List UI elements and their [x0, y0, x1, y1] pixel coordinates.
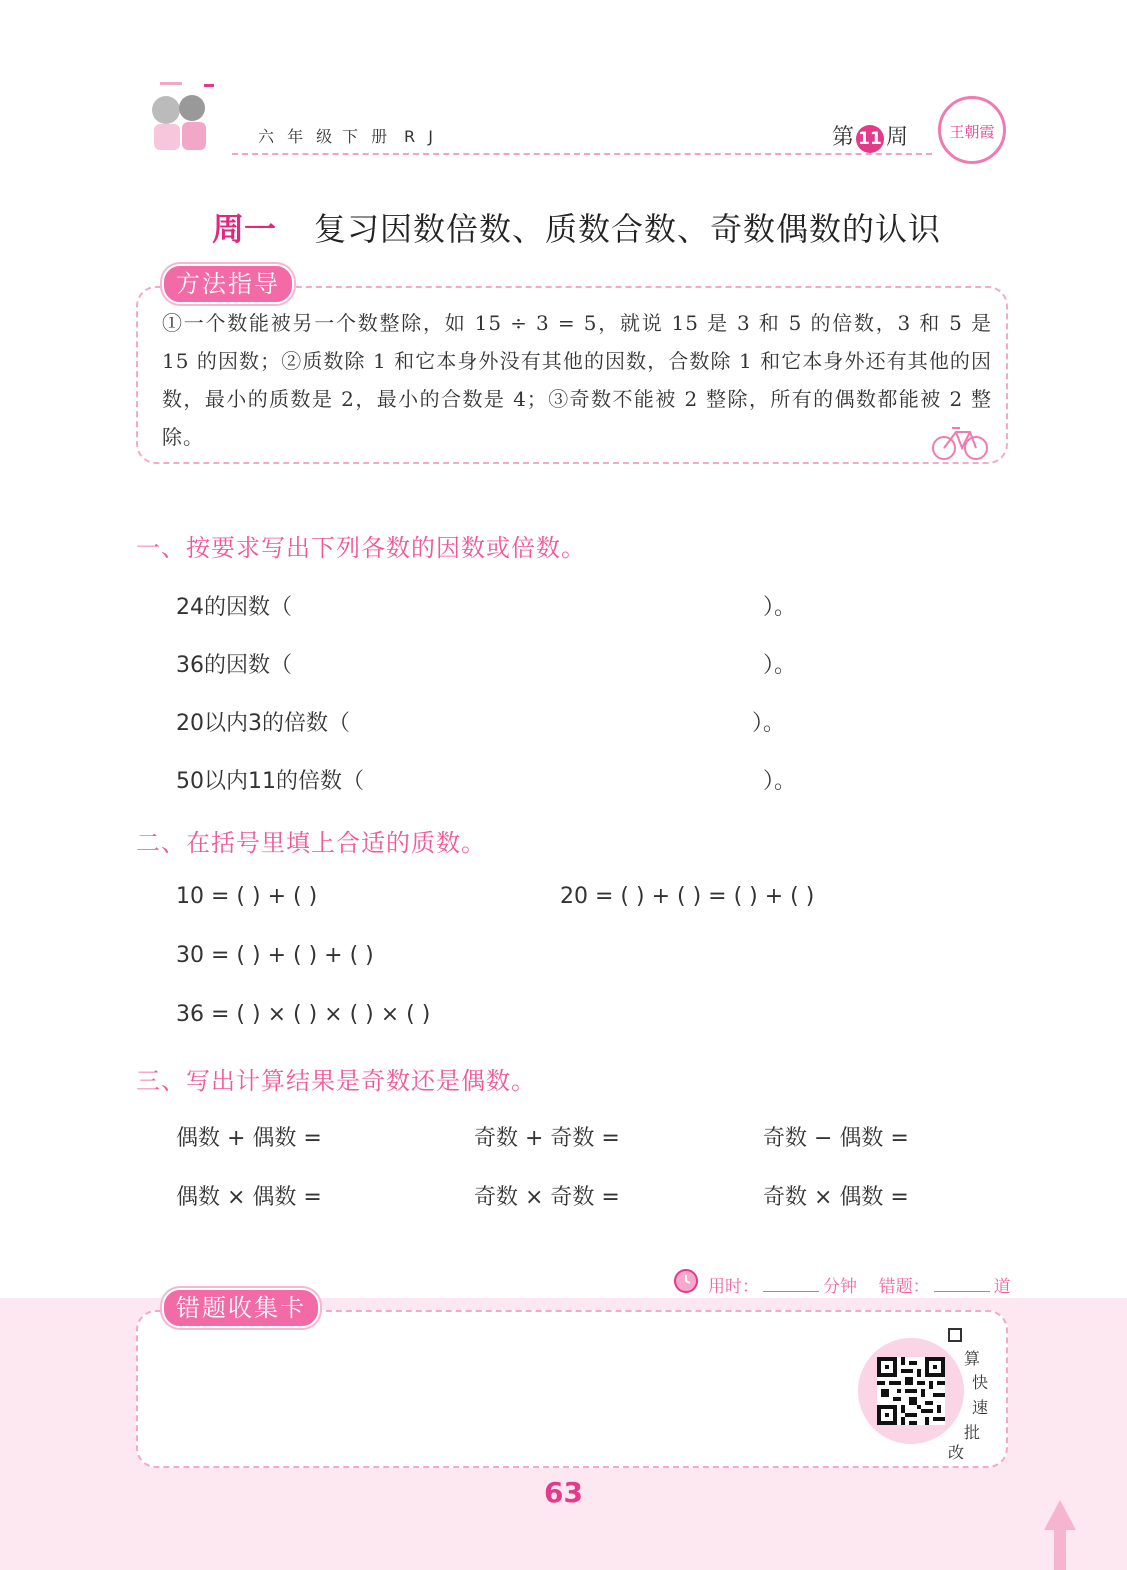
s1-item-2-prefix: 36的因数（ [176, 653, 292, 678]
brand-seal-icon [938, 96, 1006, 164]
s3-row1-col3: 奇数 − 偶数 = [763, 1126, 909, 1151]
time-label: 用时： [708, 1277, 759, 1297]
s2-item-1: 10 = ( ) + ( ) [176, 884, 318, 909]
time-unit: 分钟 [823, 1277, 857, 1297]
page-title: 复习因数倍数、质数合数、奇数偶数的认识 [314, 210, 942, 248]
method-text: ①一个数能被另一个数整除，如 15 ÷ 3 = 5，就说 15 是 3 和 5 的倍数，3 和 5 是 15 的因数；②质数除 1 和它本身外没有其他的因数，合数除 1 和它本身外还有其他的因数，最小的质数是 2，最小的合数是 4；③奇数不能被 2 整除，所有的偶数都能被 2 整除。 [162, 311, 992, 449]
s1-item-3-suffix: ）。 [752, 711, 786, 736]
s1-item-1-prefix: 24的因数（ [176, 595, 292, 620]
week-number-badge: 11 [856, 125, 884, 153]
edition-label: R J [404, 127, 437, 146]
s1-item-3-prefix: 20以内3的倍数（ [176, 711, 350, 736]
section2-title: 二、在括号里填上合适的质数。 [136, 829, 486, 857]
day-label: 周一 [212, 210, 277, 248]
qr-label-2: 快 [972, 1373, 989, 1392]
qr-label-1: 算 [964, 1349, 981, 1368]
grade-label: 六 年 级 [258, 127, 337, 146]
error-label: 错题： [878, 1277, 930, 1297]
alarm-clock-icon [672, 1266, 700, 1294]
s1-item-4-prefix: 50以内11的倍数（ [176, 769, 364, 794]
qr-label-3: 速 [972, 1398, 989, 1417]
week-prefix: 第 [832, 125, 855, 150]
kids-illustration [140, 80, 232, 160]
s3-row2-col2: 奇数 × 奇数 = [474, 1185, 620, 1210]
s1-item-1-suffix: ）。 [763, 595, 797, 620]
s3-row2-col3: 奇数 × 偶数 = [763, 1185, 909, 1210]
volume-label: 下 册 [342, 127, 392, 146]
up-arrow-icon [1040, 1500, 1080, 1570]
error-blank[interactable] [934, 1291, 990, 1292]
section3-title: 三、写出计算结果是奇数还是偶数。 [136, 1067, 536, 1095]
s2-item-3: 30 = ( ) + ( ) + ( ) [176, 943, 374, 968]
week-indicator [832, 120, 908, 153]
s3-row1-col1: 偶数 + 偶数 = [176, 1126, 322, 1151]
bicycle-icon [930, 422, 990, 462]
qr-code-icon[interactable] [877, 1357, 945, 1425]
s3-row1-col2: 奇数 + 奇数 = [474, 1126, 620, 1151]
s1-item-4-suffix: ）。 [763, 769, 797, 794]
section1-title: 一、按要求写出下列各数的因数或倍数。 [136, 534, 586, 562]
s2-item-4: 36 = ( ) × ( ) × ( ) × ( ) [176, 1002, 431, 1027]
qr-label-4: 批 [964, 1423, 981, 1442]
error-card-tag: 错题收集卡 [162, 1288, 320, 1328]
s3-row2-col1: 偶数 × 偶数 = [176, 1185, 322, 1210]
week-suffix: 周 [886, 125, 909, 150]
time-and-errors [708, 1272, 1011, 1297]
method-tag: 方法指导 [162, 264, 294, 304]
s1-item-2-suffix: ）。 [763, 653, 797, 678]
error-unit: 道 [993, 1277, 1011, 1297]
qr-label-5: 改 [948, 1443, 965, 1462]
seal-text: 王朝霞 [949, 123, 995, 141]
page-number: 63 [544, 1476, 583, 1509]
checkbox-icon[interactable] [948, 1328, 962, 1342]
time-blank[interactable] [763, 1291, 819, 1292]
s2-item-2: 20 = ( ) + ( ) = ( ) + ( ) [560, 884, 815, 909]
header-divider [232, 153, 932, 155]
